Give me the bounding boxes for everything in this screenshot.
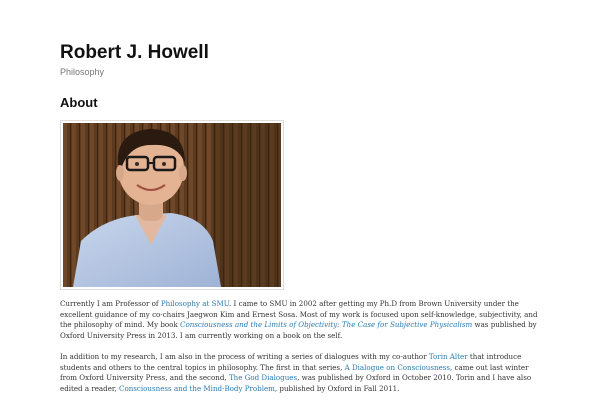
bio-text: Currently I am Professor of — [60, 299, 161, 308]
book-title: Consciousness and the Limits of Objectivity: The Case for Subjective Physicalism — [180, 320, 473, 329]
profile-photo-image — [63, 123, 281, 287]
philosophy-at-smu-link[interactable]: Philosophy at SMU — [160, 299, 230, 308]
consciousness-mind-body-link[interactable]: Consciousness and the Mind-Body Problem — [119, 383, 275, 393]
site-description: Philosophy — [60, 67, 105, 77]
page-heading: About — [60, 95, 98, 110]
bio-text: that introduce students and others to the central topics in philosophy. The first in that series, — [60, 352, 522, 372]
bio-text: . I came to SMU in 2002 after getting my Ph.D from Brown University under the excellent guidance of my co-chairs Jaegwon Kim and Ernest Sosa. Most of my work is focused upon self-knowledge, subjectivity, and the philosophy of mind. My book — [60, 299, 538, 329]
bio-text: , was published by Oxford in October 2010. Torin and I have also edited a reader, — [60, 373, 532, 393]
torin-alter-link[interactable]: Torin Alter — [428, 352, 468, 361]
bio-paragraph-2 — [60, 352, 540, 394]
dialogue-on-consciousness-link[interactable]: A Dialogue on Consciousness — [344, 362, 451, 372]
bio-text: , published by Oxford in Fall 2011. — [274, 383, 400, 393]
profile-photo — [60, 120, 284, 290]
god-dialogues-link[interactable]: The God Dialogues — [228, 373, 298, 382]
bio-paragraph-1 — [60, 299, 540, 341]
bio-text: , came out last winter from Oxford University Press, and the second, — [60, 362, 529, 382]
bio-text: was published by Oxford University Press in 2013. I am currently working on a book on the self. — [60, 320, 537, 340]
site-title[interactable]: Robert J. Howell — [60, 42, 209, 63]
bio-text: In addition to my research, I am also in the process of writing a series of dialogues with my co-author — [60, 352, 429, 361]
